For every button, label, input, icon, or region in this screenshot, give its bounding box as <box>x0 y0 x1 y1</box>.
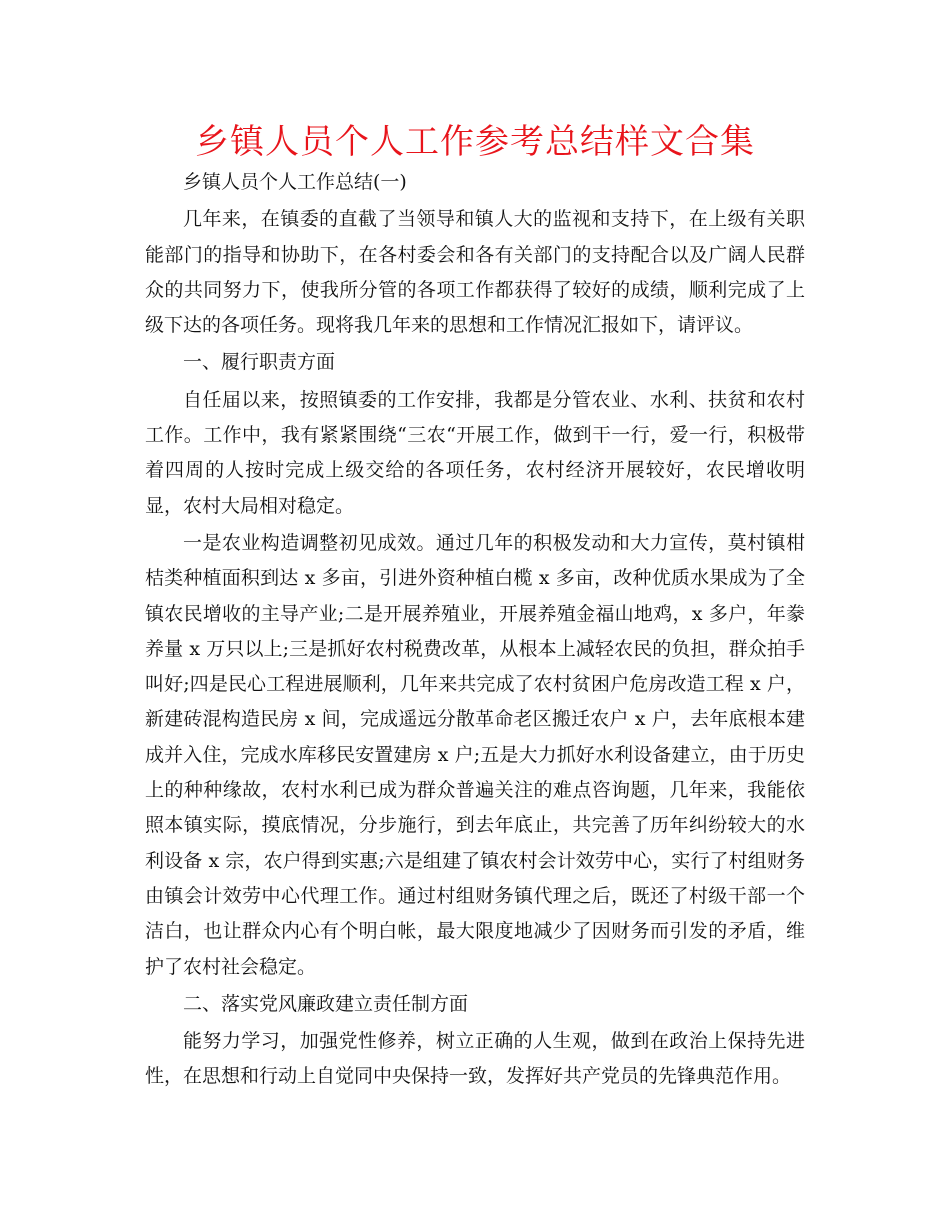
document-body <box>145 165 805 1097</box>
subtitle-paragraph: 乡镇人员个人工作总结(一) <box>183 171 407 193</box>
document-title: 乡镇人员个人工作参考总结样文合集 <box>195 122 755 162</box>
section-2-paragraph: 能努力学习，加强党性修养，树立正确的人生观，做到在政治上保持先进性，在思想和行动上自觉同中央保持一致，发挥好共产党员的先锋典范作用。 <box>145 1030 805 1088</box>
section-1-paragraph: 自任届以来，按照镇委的工作安排，我都是分管农业、水利、扶贫和农村工作。工作中，我有紧紧围绕“三农“开展工作，做到干一行，爱一行，积极带着四周的人按时完成上级交给的各项任务，农村经济开展较好，农民增收明显，农村大局相对稳定。 <box>145 388 805 517</box>
intro-paragraph: 几年来，在镇委的直截了当领导和镇人大的监视和支持下，在上级有关职能部门的指导和协助下，在各村委会和各有关部门的支持配合以及广阔人民群众的共同努力下，使我所分管的各项工作都获得了较好的成绩，顺利完成了上级下达的各项任务。现将我几年来的思想和工作情况汇报如下，请评议。 <box>145 208 805 337</box>
achievements-paragraph: 一是农业构造调整初见成效。通过几年的积极发动和大力宣传，莫村镇柑桔类种植面积到达 x 多亩，引进外资种植白榄 x 多亩，改种优质水果成为了全镇农民增收的主导产业;二是开展养殖业，开展养殖金福山地鸡，x 多户，年豢养量 x 万只以上;三是抓好农村税费改革，从根本上减轻农民的负担，群众拍手叫好;四是民心工程进展顺利，几年来共完成了农村贫困户危房改造工程 x 户，新建砖混构造民房 x 间，完成遥远分散革命老区搬迁农户 x 户，去年底根本建成并入住，完成水库移民安置建房 x 户;五是大力抓好水利设备建立，由于历史上的种种缘故，农村水利已成为群众普遍关注的难点咨询题，几年来，我能依照本镇实际，摸底情况，分步施行，到去年底止，共完善了历年纠纷较大的水利设备 x 宗，农户得到实惠;六是组建了镇农村会计效劳中心，实行了村组财务由镇会计效劳中心代理工作。通过村组财务镇代理之后，既还了村级干部一个洁白，也让群众内心有个明白帐，最大限度地减少了因财务而引发的矛盾，维护了农村社会稳定。 <box>145 531 805 978</box>
section-heading-2: 二、落实党风廉政建立责任制方面 <box>183 992 469 1015</box>
section-heading-1: 一、履行职责方面 <box>183 351 336 374</box>
